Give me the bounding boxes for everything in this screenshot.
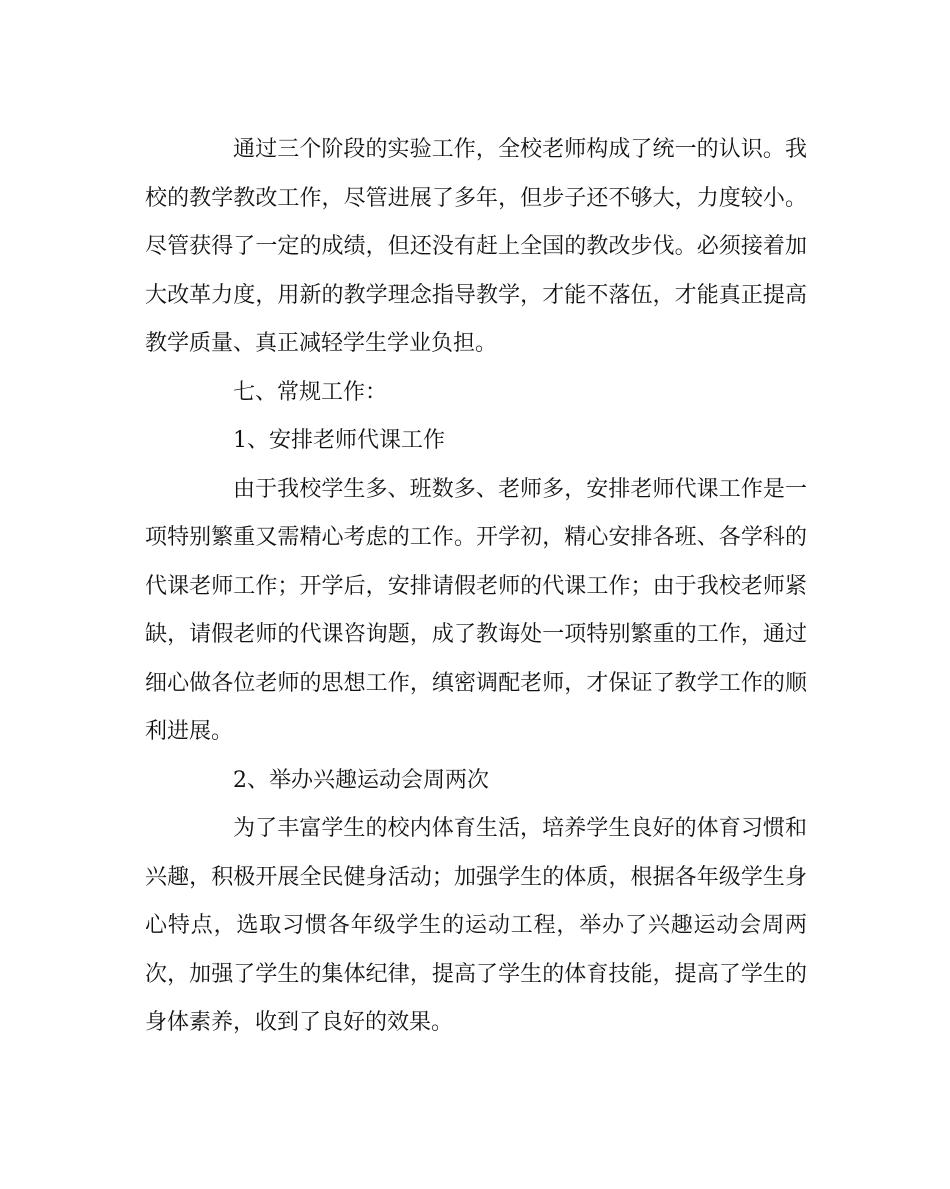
subheading-sports-meet: 2、举办兴趣运动会周两次	[233, 767, 489, 793]
subheading-substitute-teaching: 1、安排老师代课工作	[233, 428, 445, 453]
paragraph-substitute-teaching: 由于我校学生多、班数多、老师多，安排老师代课工作是一项特别繁重又需精心考虑的工作。开学初，精心安排各班、各学科的代课老师工作；开学后，安排请假老师的代课工作；由于我校老师紧缺，请假老师的代课咨询题，成了教诲处一项特别繁重的工作，通过细心做各位老师的思想工作，缜密调配老师，才保证了教学工作的顺利进展。	[145, 476, 807, 744]
paragraph-experiment-summary: 通过三个阶段的实验工作，全校老师构成了统一的认识。我校的教学教改工作，尽管进展了多年，但步子还不够大，力度较小。尽管获得了一定的成绩，但还没有赶上全国的教改步伐。必须接着加大改革力度，用新的教学理念指导教学，才能不落伍，才能真正提高教学质量、真正减轻学生学业负担。	[145, 137, 807, 356]
section-heading-routine-work: 七、常规工作：	[233, 379, 388, 405]
paragraph-sports-meet: 为了丰富学生的校内体育生活，培养学生良好的体育习惯和兴趣，积极开展全民健身活动；加强学生的体质，根据各年级学生身心特点，选取习惯各年级学生的运动工程，举办了兴趣运动会周两次，加强了学生的集体纪律，提高了学生的体育技能，提高了学生的身体素养，收到了良好的效果。	[145, 816, 807, 1035]
document-body	[145, 126, 807, 1048]
